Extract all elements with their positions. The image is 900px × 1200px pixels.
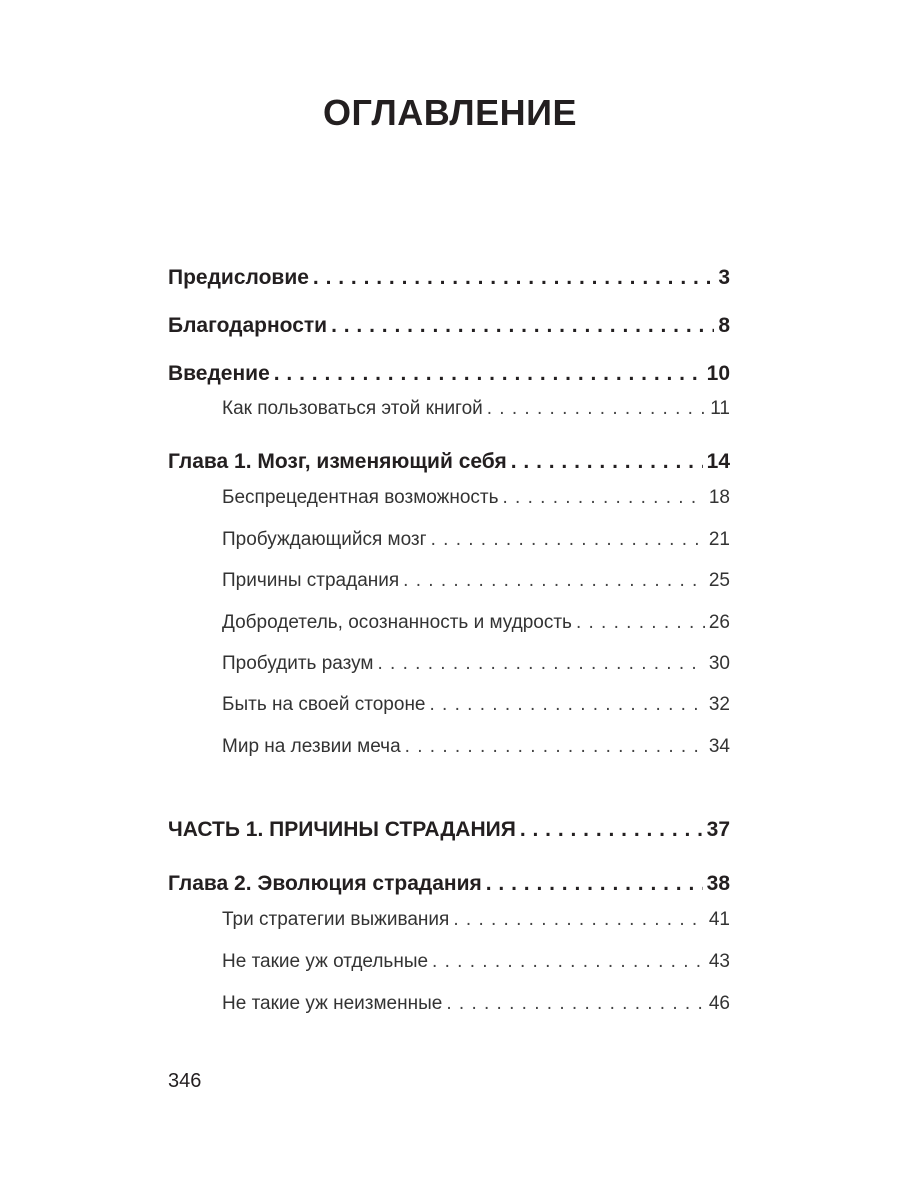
toc-subentry[interactable] — [222, 951, 730, 973]
page-title: ОГЛАВЛЕНИЕ — [322, 92, 578, 133]
toc-subentry[interactable] — [222, 653, 730, 675]
dot-leader — [377, 653, 704, 675]
dot-leader — [313, 266, 714, 290]
toc-entry-page: 46 — [708, 993, 730, 1014]
toc-entry-label: Пробудить разум — [222, 653, 374, 674]
toc-entry-page: 37 — [706, 818, 730, 841]
dot-leader — [432, 951, 705, 973]
toc-subentry[interactable] — [222, 909, 730, 931]
toc-entry-label: Предисловие — [168, 266, 309, 289]
dot-leader — [403, 570, 705, 592]
dot-leader — [486, 872, 703, 896]
toc-subentry[interactable] — [222, 612, 730, 634]
toc-entry-label: Введение — [168, 362, 270, 385]
dot-leader — [453, 909, 705, 931]
toc-entry-label: Быть на своей стороне — [222, 694, 426, 715]
toc-entry-page: 25 — [708, 570, 730, 591]
dot-leader — [405, 736, 705, 758]
toc-entry[interactable] — [168, 266, 730, 290]
toc-entry-label: Три стратегии выживания — [222, 909, 450, 930]
toc-subentry[interactable] — [222, 694, 730, 716]
dot-leader — [331, 314, 714, 338]
toc-entry-page: 32 — [708, 694, 730, 715]
toc-entry-label: Беспрецедентная возможность — [222, 487, 499, 508]
toc-subentry[interactable] — [222, 529, 730, 551]
toc-entry-page: 8 — [718, 314, 730, 337]
toc-entry[interactable] — [168, 450, 730, 474]
toc-entry-label: Как пользоваться этой книгой — [222, 398, 483, 419]
dot-leader — [502, 487, 704, 509]
toc-entry-label: Мир на лезвии меча — [222, 736, 401, 757]
toc-entry-label: Не такие уж отдельные — [222, 951, 429, 972]
toc-entry-page: 10 — [706, 362, 730, 385]
toc-entry-page: 43 — [708, 951, 730, 972]
dot-leader — [431, 529, 705, 551]
toc-entry-label: Причины страдания — [222, 570, 400, 591]
toc-subentry[interactable] — [222, 570, 730, 592]
dot-leader — [430, 694, 705, 716]
toc-entry-label: Глава 2. Эволюция страдания — [168, 872, 482, 895]
dot-leader — [274, 362, 703, 386]
toc-entry-page: 11 — [710, 398, 730, 419]
dot-leader — [487, 398, 707, 420]
page-number: 346 — [168, 1070, 202, 1092]
toc-entry-page: 38 — [706, 872, 730, 895]
toc-entry-page: 41 — [708, 909, 730, 930]
toc-part-entry[interactable] — [168, 818, 730, 842]
toc-entry-label: Пробуждающийся мозг — [222, 529, 427, 550]
toc-subentry[interactable] — [222, 736, 730, 758]
toc-entry-label: ЧАСТЬ 1. ПРИЧИНЫ СТРАДАНИЯ — [168, 818, 516, 841]
toc-entry-label: Не такие уж неизменные — [222, 993, 443, 1014]
toc-subentry[interactable] — [222, 993, 730, 1015]
dot-leader — [511, 450, 703, 474]
toc-entry-label: Добродетель, осознанность и мудрость — [222, 612, 572, 633]
dot-leader — [576, 612, 705, 634]
toc-entry-page: 18 — [708, 487, 730, 508]
toc-entry-label: Благодарности — [168, 314, 328, 337]
toc-entry[interactable] — [168, 872, 730, 896]
toc-entry-page: 26 — [708, 612, 730, 633]
toc-entry[interactable] — [168, 362, 730, 386]
toc-subentry[interactable] — [222, 398, 730, 420]
toc-entry-page: 21 — [708, 529, 730, 550]
toc-entry-label: Глава 1. Мозг, изменяющий себя — [168, 450, 507, 473]
toc-entry[interactable] — [168, 314, 730, 338]
toc-entry-page: 14 — [706, 450, 730, 473]
toc-entry-page: 30 — [708, 653, 730, 674]
toc-entry-page: 3 — [718, 266, 730, 289]
dot-leader — [446, 993, 705, 1015]
dot-leader — [520, 818, 703, 842]
toc-entry-page: 34 — [708, 736, 730, 757]
toc-subentry[interactable] — [222, 487, 730, 509]
